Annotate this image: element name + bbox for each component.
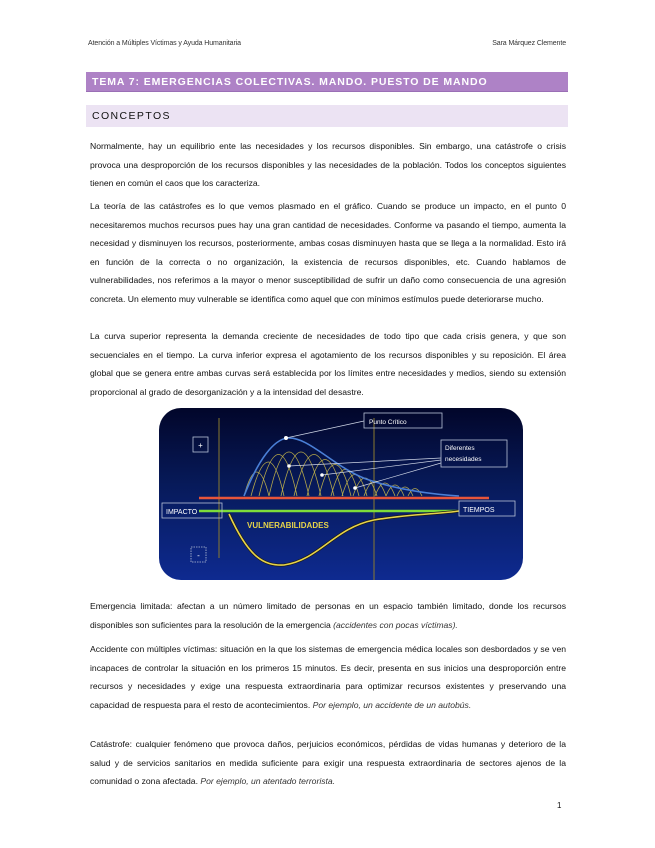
emergencia-limitada-example: (accidentes con pocas víctimas). — [333, 619, 458, 630]
running-header — [88, 40, 566, 47]
critical-point-dot — [284, 436, 288, 440]
punto-critico-label: Punto Crítico — [369, 419, 407, 426]
chapter-title: TEMA 7: EMERGENCIAS COLECTIVAS. MANDO. PUESTO DE MANDO — [92, 75, 488, 88]
emergencia-limitada-text: Emergencia limitada: afectan a un número limitado de personas en un espacio también limitado, donde los recursos disponibles son suficientes para la resolución de la emergencia — [90, 601, 566, 630]
minus-label: - — [197, 551, 200, 560]
vulnerability-curve — [229, 511, 459, 565]
chapter-title-bar — [86, 72, 568, 92]
catastrophe-theory-diagram — [159, 408, 523, 580]
header-course-title: Atención a Múltiples Víctimas y Ayuda Humanitaria — [88, 40, 241, 47]
section-heading: CONCEPTOS — [92, 110, 171, 122]
accidente-text: Accidente con múltiples víctimas: situación en la que los sistemas de emergencia médica locales son desbordados y se ven incapaces de controlar la situación en los primeros 15 minutos. Es decir, presenta en sus inicios una desproporción entre recursos y necesidades y exige una respuesta extraordinaria para optimizar recursos existentes y preservando una capacidad de respuesta para el resto de acontecimientos. — [90, 644, 566, 710]
paragraph-emergencia-limitada — [90, 597, 566, 634]
paragraph-intro: Normalmente, hay un equilibrio ente las necesidades y los recursos disponibles. Sin embargo, una catástrofe o crisis provoca una desproporción de los recursos disponibles y las necesidades de la población. Todos los conceptos siguientes tienen en común el caos que los caracteriza. — [90, 141, 566, 188]
page-number: 1 — [557, 801, 562, 810]
impacto-label: IMPACTO — [166, 509, 198, 516]
section-heading-bar — [86, 105, 568, 127]
catastrofe-text: Catástrofe: cualquier fenómeno que provoca daños, perjuicios económicos, pérdidas de vidas humanas y deterioro de la salud y de servicios sanitarios en medida suficiente para exigir una respuesta extraordinaria de sectores ajenos de la comunidad o zona afectada. — [90, 739, 566, 786]
needs-arches — [244, 452, 422, 496]
accidente-example: Por ejemplo, un accidente de un autobús. — [312, 699, 472, 710]
catastrofe-example: Por ejemplo, un atentado terrorista. — [200, 776, 336, 786]
vulnerabilidades-label: VULNERABILIDADES — [247, 521, 329, 530]
header-author: Sara Márquez Clemente — [492, 40, 566, 47]
plus-label: + — [198, 441, 203, 450]
paragraph-catastrofe — [90, 735, 566, 791]
diferentes-label-line2: necesidades — [445, 456, 482, 463]
paragraph-catastrophe-theory: La teoría de las catástrofes es lo que vemos plasmado en el gráfico. Cuando se produce un impacto, en el punto 0 necesitaremos muchos recursos pues hay una gran cantidad de necesidades. Conforme va pasando el tiempo, aumenta la necesidad y disminuyen los recursos, posteriormente, ambas cosas disminuyen hasta que se llega a la normalidad. Esto irá en función de la correcta o no organización, la existencia de recursos disponibles, etc. Cuando hablamos de vulnerabilidades, nos referimos a la mayor o menor susceptibilidad de sufrir un daño como consecuencia de una agresión concreta. Un elemento muy vulnerable se identifica como aquel que con mínimos estímulos puede deteriorarse mucho. — [90, 201, 566, 304]
tiempos-label: TIEMPOS — [463, 507, 495, 514]
paragraph-accidente-multiples-victimas — [90, 640, 566, 714]
paragraph-curves: La curva superior representa la demanda creciente de necesidades de todo tipo que cada crisis genera, y que son secuenciales en el tiempo. La curva inferior expresa el agotamiento de los recursos disponibles y su reposición. El área global que se genera entre ambas curvas será establecida por los límites entre necesidades y medios, siendo su extensión proporcional al grado de desorganización y a la intensidad del desastre. — [90, 331, 566, 397]
diferentes-label-line1: Diferentes — [445, 445, 475, 452]
